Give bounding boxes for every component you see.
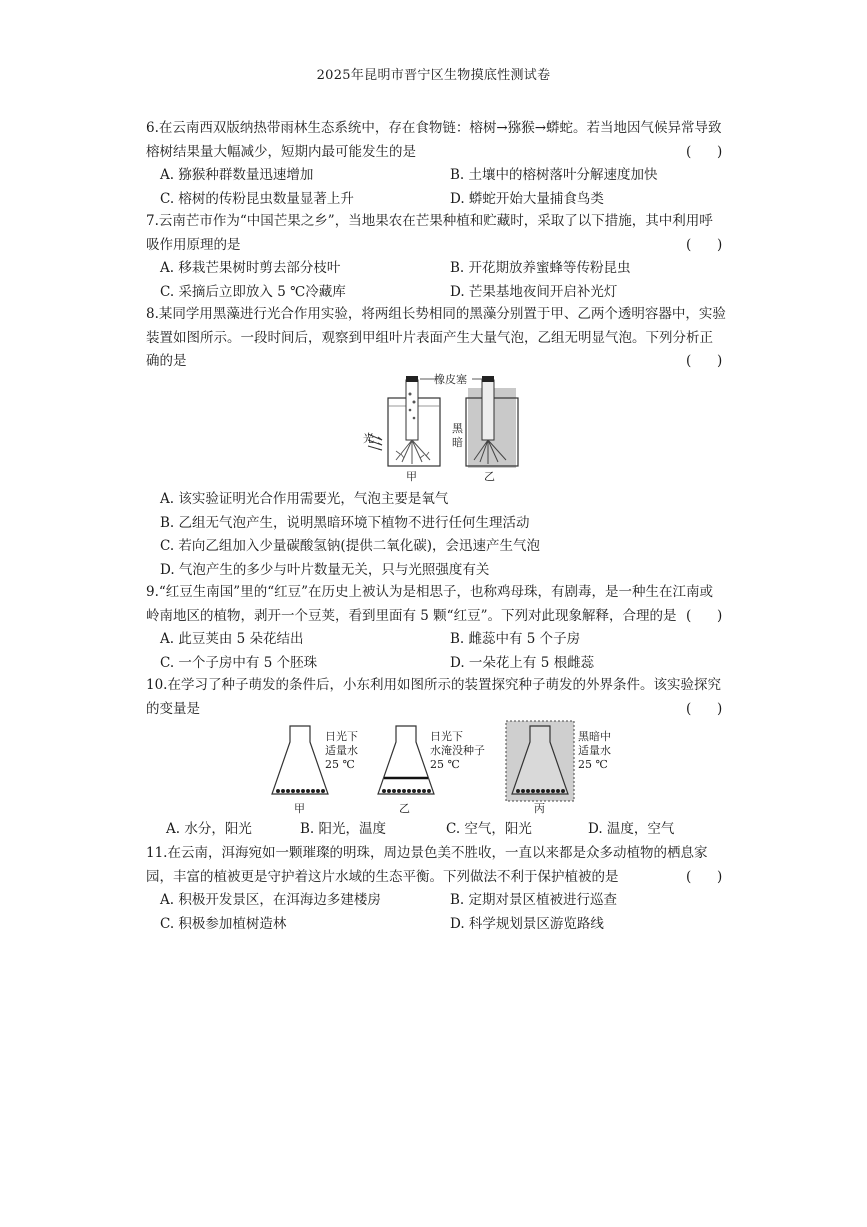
answer-blank: ( ) xyxy=(686,353,723,369)
question-stem: 在云南，洱海宛如一颗璀璨的明珠，周边景色美不胜收，一直以来都是众多动植物的栖息家园，丰富的植被更是守护着这片水域的生态平衡。下列做法不利于保护植被的是 xyxy=(146,845,708,885)
option-d: D. 一朵花上有 5 根雌蕊 xyxy=(450,654,595,671)
answer-blank: ( ) xyxy=(686,700,723,717)
option-b: B. 土壤中的榕树落叶分解速度加快 xyxy=(450,167,658,183)
option-d: D. 温度，空气 xyxy=(588,821,675,837)
question-7 xyxy=(146,210,726,304)
flask-c xyxy=(506,721,574,801)
question-8 xyxy=(146,303,726,374)
question-11 xyxy=(146,842,726,936)
flask-a-condition-2: 适量水 xyxy=(325,744,358,757)
light-label: 光 xyxy=(363,432,374,445)
flask-b-condition-3: 25 ℃ xyxy=(430,758,460,771)
options xyxy=(146,818,726,842)
seed-germination-figure xyxy=(268,720,618,820)
flask-c-label: 丙 xyxy=(534,802,545,815)
question-number: 8. xyxy=(146,306,159,322)
options xyxy=(146,889,726,936)
beaker-diagram xyxy=(360,372,530,487)
dark-label-2: 暗 xyxy=(452,436,463,449)
page-title: 2025年昆明市晋宁区生物摸底性测试卷 xyxy=(316,68,551,83)
question-number: 11. xyxy=(146,845,168,861)
question-stem: 某同学用黑藻进行光合作用实验，将两组长势相同的黑藻分别置于甲、乙两个透明容器中，实验装置如图所示。一段时间后，观察到甲组叶片表面产生大量气泡，乙组无明显气泡。下列分析正确的是 xyxy=(146,306,726,369)
stopper-label: 橡皮塞 xyxy=(434,373,467,386)
option-b: B. 阳光，温度 xyxy=(300,821,387,837)
question-stem: 云南芒市作为“中国芒果之乡”，当地果农在芒果种植和贮藏时，采取了以下措施，其中利用呼吸作用原理的是 xyxy=(146,213,713,253)
flask-a-condition-1: 日光下 xyxy=(325,730,358,743)
question-10 xyxy=(146,674,726,721)
option-d: D. 芒果基地夜间开启补光灯 xyxy=(450,283,618,300)
flask-b xyxy=(378,726,434,794)
option-d: D. 科学规划景区游览路线 xyxy=(450,915,604,932)
flask-c-condition-3: 25 ℃ xyxy=(578,758,608,771)
question-number: 6. xyxy=(146,120,159,136)
question-number: 9. xyxy=(146,584,159,600)
question-number: 7. xyxy=(146,213,159,229)
question-stem: 在云南西双版纳热带雨林生态系统中，存在食物链：榕树→猕猴→蟒蛇。若当地因气候异常导致榕树结果量大幅减少，短期内最可能发生的是 xyxy=(146,120,722,160)
option-a: A. 该实验证明光合作用需要光，气泡主要是氧气 xyxy=(160,491,449,507)
flask-b-condition-2: 水淹没种子 xyxy=(430,744,485,757)
option-c: C. 积极参加植树造林 xyxy=(160,915,287,932)
option-b: B. 开花期放养蜜蜂等传粉昆虫 xyxy=(450,260,631,276)
option-c: C. 一个子房中有 5 个胚珠 xyxy=(160,654,318,671)
flask-a-condition-3: 25 ℃ xyxy=(325,758,355,771)
option-a: A. 水分，阳光 xyxy=(166,821,252,837)
option-a: A. 积极开发景区，在洱海边多建楼房 xyxy=(160,892,381,908)
question-10-options xyxy=(146,818,726,842)
question-stem: 在学习了种子萌发的条件后，小东利用如图所示的装置探究种子萌发的外界条件。该实验探究的变量是 xyxy=(146,677,721,717)
options xyxy=(146,628,726,675)
question-8-options xyxy=(146,488,726,582)
beaker-b-label: 乙 xyxy=(484,470,495,483)
options xyxy=(146,257,726,304)
flask-b-condition-1: 日光下 xyxy=(430,730,463,743)
option-c: C. 采摘后立即放入 5 ℃冷藏库 xyxy=(160,283,346,300)
option-d: D. 气泡产生的多少与叶片数量无关，只与光照强度有关 xyxy=(160,561,490,578)
option-b: B. 乙组无气泡产生，说明黑暗环境下植物不进行任何生理活动 xyxy=(160,514,530,531)
question-stem: “红豆生南国”里的“红豆”在历史上被认为是相思子，也称鸡母珠，有剧毒，是一种生在江南或岭南地区的植物，剥开一个豆荚，看到里面有 5 颗“红豆”。下列对此现象解释，合理的是 xyxy=(146,584,713,624)
question-6 xyxy=(146,117,726,211)
flask-c-condition-2: 适量水 xyxy=(578,744,611,757)
option-c: C. 空气，阳光 xyxy=(446,821,532,837)
flask-b-label: 乙 xyxy=(399,802,410,815)
option-b: B. 雌蕊中有 5 个子房 xyxy=(450,631,581,647)
dark-label-1: 黑 xyxy=(452,422,463,435)
answer-blank: ( ) xyxy=(686,868,723,885)
option-c: C. 榕树的传粉昆虫数量显著上升 xyxy=(160,190,354,207)
options xyxy=(146,164,726,211)
question-9 xyxy=(146,581,726,675)
question-number: 10. xyxy=(146,677,168,693)
beaker-a xyxy=(368,376,440,466)
flask-c-condition-1: 黑暗中 xyxy=(578,730,611,743)
answer-blank: ( ) xyxy=(686,143,723,160)
answer-blank: ( ) xyxy=(686,236,723,253)
photosynthesis-experiment-figure xyxy=(360,372,530,487)
flask-a-label: 甲 xyxy=(294,802,305,815)
option-d: D. 蟒蛇开始大量捕食鸟类 xyxy=(450,190,604,207)
beaker-a-label: 甲 xyxy=(406,470,417,483)
flask-a xyxy=(272,726,328,794)
option-a: A. 猕猴种群数量迅速增加 xyxy=(160,167,314,183)
answer-blank: ( ) xyxy=(686,607,723,624)
option-c: C. 若向乙组加入少量碳酸氢钠(提供二氧化碳)，会迅速产生气泡 xyxy=(160,538,540,554)
beaker-b xyxy=(466,376,518,468)
options xyxy=(146,488,726,582)
option-a: A. 此豆荚由 5 朵花结出 xyxy=(160,631,304,647)
option-b: B. 定期对景区植被进行巡查 xyxy=(450,892,618,908)
option-a: A. 移栽芒果树时剪去部分枝叶 xyxy=(160,260,341,276)
